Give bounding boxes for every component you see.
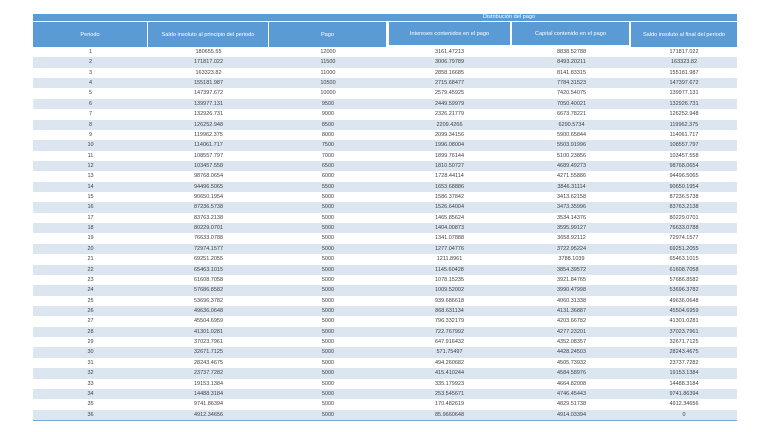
- table-row: [33, 327, 737, 337]
- table-cell: 5503.91996: [556, 142, 587, 149]
- table-cell: 5000: [321, 214, 335, 221]
- table-cell: 29: [87, 339, 94, 346]
- table-cell: 37023.7961: [669, 328, 699, 335]
- table-cell: 4060.31338: [556, 297, 587, 304]
- table-cell: 9000: [321, 111, 335, 118]
- table-cell: 1526.64004: [434, 204, 465, 211]
- table-cell: 3846.31114: [557, 183, 586, 190]
- table-cell: 2099.34156: [434, 131, 465, 138]
- table-cell: 3788.1039: [558, 256, 585, 263]
- table-cell: 5: [88, 90, 93, 97]
- table-row: [33, 254, 737, 264]
- table-row: [33, 130, 737, 140]
- table-cell: 5100.23856: [556, 152, 587, 159]
- table-cell: 4664.82008: [556, 380, 587, 387]
- table-cell: 868.631134: [435, 307, 464, 314]
- table-cell: 49636.0648: [669, 297, 699, 304]
- table-cell: 10: [87, 142, 94, 149]
- table-cell: 6000: [321, 173, 335, 180]
- table-cell: 24: [87, 287, 94, 294]
- table-cell: 8: [88, 121, 93, 128]
- table-cell: 3006.79789: [434, 59, 465, 66]
- table-cell: 114061.717: [194, 142, 223, 149]
- table-cell: 8838.52788: [556, 49, 587, 55]
- table-cell: 5000: [321, 307, 335, 314]
- table-cell: 35: [87, 401, 94, 408]
- table-cell: 2579.45925: [434, 90, 465, 97]
- table-cell: 6673.78221: [556, 111, 587, 118]
- table-cell: 5000: [321, 401, 335, 408]
- table-row: [33, 68, 737, 78]
- header-saldo-inicial: Saldo insoluto al principio del periodo: [148, 22, 269, 47]
- table-cell: 1341.07888: [434, 235, 465, 242]
- table-cell: 19: [87, 235, 94, 242]
- table-cell: 31: [87, 359, 94, 366]
- table-row: [33, 389, 737, 399]
- table-cell: 1653.68886: [434, 183, 465, 190]
- table-cell: 1145.60428: [435, 266, 464, 273]
- table-cell: 33: [87, 380, 94, 387]
- table-cell: 119962.375: [194, 131, 223, 138]
- table-cell: 23737.7282: [193, 370, 224, 377]
- table-row: [33, 88, 737, 98]
- table-cell: 14488.3184: [193, 390, 224, 397]
- table-cell: 27: [87, 318, 94, 325]
- table-cell: 4505.73932: [556, 359, 587, 366]
- table-cell: 2858.16685: [434, 69, 465, 76]
- table-cell: 5000: [321, 370, 335, 377]
- table-cell: 3921.84765: [556, 276, 587, 283]
- table-cell: 163323.82: [671, 59, 697, 66]
- table-cell: 76633.0788: [669, 225, 699, 232]
- table-cell: 11000: [320, 69, 336, 76]
- table-cell: 20: [87, 245, 94, 252]
- table-cell: 5000: [321, 245, 335, 252]
- table-cell: 1277.04776: [434, 245, 465, 252]
- table-header: [33, 14, 737, 47]
- table-cell: 4689.49273: [556, 162, 587, 169]
- table-cell: 9500: [321, 100, 335, 107]
- table-cell: 171817.022: [669, 49, 699, 55]
- table-cell: 126252.948: [669, 111, 699, 118]
- table-cell: 3595.99127: [556, 225, 587, 232]
- table-cell: 45504.6959: [193, 318, 224, 325]
- table-cell: 7: [88, 111, 93, 118]
- table-cell: 3161.47213: [434, 49, 465, 55]
- table-cell: 28243.4675: [669, 349, 699, 356]
- table-cell: 18: [87, 225, 94, 232]
- table-cell: 3473.35996: [556, 204, 587, 211]
- table-cell: 1996.08004: [434, 142, 465, 149]
- table-cell: 939.686618: [434, 297, 465, 304]
- table-row: [33, 285, 737, 295]
- table-cell: 61608.7058: [193, 276, 224, 283]
- table-cell: 171817.022: [193, 59, 224, 66]
- table-cell: 3: [88, 69, 93, 76]
- table-row: [33, 368, 737, 378]
- table-cell: 9741.86394: [193, 401, 224, 408]
- table-cell: 7050.40021: [556, 100, 587, 107]
- table-row: [33, 182, 737, 192]
- table-cell: 4271.55886: [556, 173, 587, 180]
- table-cell: 494.260682: [434, 359, 465, 366]
- table-cell: 5000: [321, 411, 335, 418]
- table-cell: 415.410244: [434, 370, 465, 377]
- table-cell: 170.482619: [434, 401, 465, 408]
- table-cell: 5000: [321, 359, 335, 366]
- table-cell: 26: [87, 307, 94, 314]
- table-cell: 103457.558: [669, 152, 699, 159]
- table-cell: 108557.797: [669, 142, 699, 149]
- table-row: [33, 47, 737, 57]
- table-cell: 32671.7125: [193, 349, 224, 356]
- table-cell: 37023.7961: [193, 339, 224, 346]
- table-cell: 8493.20211: [557, 59, 586, 66]
- table-cell: 5000: [321, 276, 335, 283]
- table-cell: 57686.8582: [193, 287, 224, 294]
- table-cell: 41301.0281: [669, 318, 699, 325]
- table-cell: 36: [87, 411, 94, 418]
- table-cell: 72974.1577: [193, 245, 224, 252]
- table-cell: 8141.83315: [556, 69, 587, 76]
- table-cell: 14488.3184: [669, 380, 699, 387]
- table-cell: 22: [87, 266, 94, 273]
- table-row: [33, 151, 737, 161]
- table-row: [33, 57, 737, 67]
- table-cell: 3722.95224: [556, 245, 587, 252]
- table-cell: 6500: [321, 162, 335, 169]
- table-cell: 65463.1015: [669, 256, 699, 263]
- table-cell: 155181.987: [669, 69, 699, 76]
- table-cell: 7500: [321, 142, 335, 149]
- table-cell: 180655.55: [195, 49, 222, 55]
- table-cell: 1078.15235: [434, 276, 465, 283]
- table-row: [33, 223, 737, 233]
- table-row: [33, 316, 737, 326]
- table-cell: 12000: [320, 49, 336, 55]
- table-cell: 83763.2138: [193, 214, 224, 221]
- table-row: [33, 244, 737, 254]
- table-cell: 4131.36887: [556, 307, 587, 314]
- table-cell: 155181.987: [193, 80, 224, 87]
- table-row: [33, 171, 737, 181]
- table-cell: 4203.66782: [556, 318, 587, 325]
- table-cell: 32671.7125: [669, 339, 699, 346]
- table-cell: 5500: [321, 183, 335, 190]
- table-cell: 80229.0701: [193, 225, 224, 232]
- table-row: [33, 120, 737, 130]
- table-cell: 53696.3782: [193, 297, 224, 304]
- table-cell: 32: [87, 370, 94, 377]
- table-row: [33, 410, 737, 420]
- table-cell: 9741.86394: [669, 390, 699, 397]
- table-cell: 85.9660648: [434, 411, 465, 418]
- header-distribucion-del-pago: Distribución del pago: [482, 14, 536, 20]
- table-cell: 3413.62158: [556, 194, 587, 201]
- table-cell: 253.545671: [434, 390, 465, 397]
- header-intereses: Intereses contenidos en el pago: [387, 22, 512, 47]
- table-row: [33, 306, 737, 316]
- table-row: [33, 265, 737, 275]
- table-row: [33, 213, 737, 223]
- table-row: [33, 379, 737, 389]
- table-cell: 16: [87, 204, 94, 211]
- table-cell: 8000: [321, 131, 335, 138]
- table-cell: 2449.59979: [434, 100, 465, 107]
- table-cell: 4912.34656: [669, 401, 699, 408]
- table-cell: 9: [88, 131, 93, 138]
- table-row: [33, 358, 737, 368]
- table-cell: 8500: [321, 121, 335, 128]
- table-cell: 5000: [321, 297, 335, 304]
- table-row: [33, 161, 737, 171]
- table-cell: 98768.0654: [669, 162, 699, 169]
- table-cell: 10000: [320, 90, 336, 97]
- table-cell: 103457.558: [193, 162, 224, 169]
- table-cell: 4584.58976: [556, 370, 587, 377]
- table-cell: 2: [88, 59, 93, 66]
- table-cell: 147397.672: [193, 90, 224, 97]
- table-cell: 4912.34656: [193, 411, 224, 418]
- table-cell: 69251.2055: [669, 245, 699, 252]
- table-cell: 45504.6959: [669, 307, 699, 314]
- table-cell: 57686.8582: [669, 276, 699, 283]
- table-cell: 5000: [321, 287, 335, 294]
- table-row: [33, 99, 737, 109]
- table-cell: 10500: [320, 80, 336, 87]
- table-cell: 4914.03394: [556, 411, 587, 418]
- table-cell: 11: [87, 152, 94, 159]
- table-cell: 65463.1015: [193, 266, 224, 273]
- table-cell: 163323.82: [195, 69, 222, 76]
- table-cell: 7420.54075: [556, 90, 587, 97]
- table-cell: 25: [87, 297, 94, 304]
- table-cell: 11500: [320, 59, 336, 66]
- table-cell: 4428.24503: [556, 349, 587, 356]
- table-cell: 23737.7282: [669, 359, 699, 366]
- table-cell: 3854.39572: [556, 266, 587, 273]
- table-row: [33, 78, 737, 88]
- table-cell: 1728.44114: [435, 173, 464, 180]
- table-cell: 5000: [321, 349, 335, 356]
- table-cell: 3658.92112: [557, 235, 586, 242]
- table-cell: 5000: [321, 235, 335, 242]
- table-cell: 3990.47998: [556, 287, 587, 294]
- table-cell: 98768.0654: [193, 173, 224, 180]
- table-cell: 108557.797: [193, 152, 224, 159]
- table-cell: 5000: [321, 194, 335, 201]
- table-cell: 94496.5065: [193, 183, 224, 190]
- table-cell: 796.332179: [434, 318, 465, 325]
- table-cell: 119962.375: [669, 121, 699, 128]
- table-cell: 72974.1577: [669, 235, 699, 242]
- table-cell: 87236.5738: [193, 204, 224, 211]
- table-row: [33, 296, 737, 306]
- table-cell: 5000: [321, 328, 335, 335]
- table-cell: 61608.7058: [669, 266, 699, 273]
- table-cell: 132926.731: [193, 111, 224, 118]
- table-cell: 335.179923: [434, 380, 465, 387]
- table-cell: 80229.0701: [669, 214, 699, 221]
- table-cell: 4: [88, 80, 93, 87]
- table-cell: 15: [87, 194, 94, 201]
- table-cell: 94496.5065: [669, 173, 699, 180]
- table-cell: 2326.21779: [434, 111, 465, 118]
- table-cell: 5900.65844: [556, 131, 587, 138]
- table-row: [33, 399, 737, 409]
- table-cell: 6290.5734: [558, 121, 585, 128]
- table-cell: 53696.3782: [669, 287, 699, 294]
- table-cell: 126252.948: [193, 121, 224, 128]
- table-cell: 4352.08357: [556, 339, 587, 346]
- table-cell: 147397.672: [669, 80, 699, 87]
- table-cell: 17: [87, 214, 94, 221]
- table-cell: 21: [87, 256, 94, 263]
- table-cell: 14: [87, 183, 94, 190]
- table-cell: 5000: [321, 266, 335, 273]
- table-cell: 1899.76144: [434, 152, 465, 159]
- table-row: [33, 192, 737, 202]
- table-cell: 7000: [321, 152, 335, 159]
- table-cell: 49636.0648: [193, 307, 224, 314]
- table-cell: 3534.14376: [556, 214, 587, 221]
- header-periodo: Periodo: [33, 22, 148, 47]
- table-cell: 19153.1384: [669, 370, 699, 377]
- table-cell: 23: [87, 276, 94, 283]
- table-cell: 30: [87, 349, 94, 356]
- table-cell: 28: [87, 328, 94, 335]
- table-cell: 114061.717: [669, 131, 699, 138]
- table-cell: 5000: [321, 204, 335, 211]
- table-cell: 13: [87, 173, 94, 180]
- table-cell: 1404.00873: [434, 225, 465, 232]
- table-cell: 132926.731: [669, 100, 699, 107]
- table-cell: 0: [682, 411, 686, 418]
- header-columns-row: [33, 22, 737, 47]
- table-cell: 722.767992: [434, 328, 465, 335]
- table-cell: 139977.131: [669, 90, 699, 97]
- table-row: [33, 109, 737, 119]
- table-cell: 34: [87, 390, 94, 397]
- table-row: [33, 140, 737, 150]
- table-row: [33, 233, 737, 243]
- table-cell: 1810.50727: [434, 162, 465, 169]
- header-capital: Capital contenido en el pago: [512, 22, 631, 47]
- table-cell: 1009.52002: [434, 287, 465, 294]
- table-cell: 76633.0788: [193, 235, 224, 242]
- table-cell: 83763.2138: [669, 204, 699, 211]
- table-cell: 5000: [321, 380, 335, 387]
- table-cell: 28243.4675: [193, 359, 224, 366]
- header-group-row: [33, 14, 737, 22]
- table-cell: 1465.85624: [434, 214, 465, 221]
- table-cell: 4746.45443: [556, 390, 587, 397]
- table-cell: 41301.0281: [193, 328, 224, 335]
- table-cell: 6: [88, 100, 93, 107]
- table-cell: 90650.1954: [193, 194, 224, 201]
- table-cell: 571.75497: [436, 349, 463, 356]
- table-cell: 4277.23201: [556, 328, 587, 335]
- table-cell: 5000: [321, 256, 335, 263]
- table-cell: 1211.8961: [436, 256, 463, 263]
- table-cell: 4829.51738: [556, 401, 587, 408]
- table-row: [33, 347, 737, 357]
- table-cell: 12: [87, 162, 94, 169]
- table-cell: 647.916432: [434, 339, 465, 346]
- table-cell: 7784.31523: [556, 80, 587, 87]
- table-cell: 2209.4266: [436, 121, 463, 128]
- table-row: [33, 337, 737, 347]
- table-cell: 87236.5738: [669, 194, 699, 201]
- table-row: [33, 202, 737, 212]
- table-cell: 5000: [321, 390, 335, 397]
- table-cell: 19153.1384: [193, 380, 224, 387]
- header-saldo-final: Saldo insoluto al final del periodo: [642, 31, 726, 38]
- table-cell: 139977.131: [193, 100, 224, 107]
- table-cell: 5000: [321, 225, 335, 232]
- table-body: [33, 47, 737, 421]
- amortization-table: [33, 14, 737, 421]
- header-pago: Pago: [269, 22, 387, 47]
- table-cell: 1586.37842: [434, 194, 465, 201]
- table-cell: 1: [88, 49, 93, 55]
- table-cell: 5000: [321, 318, 335, 325]
- table-row: [33, 275, 737, 285]
- table-cell: 5000: [321, 339, 335, 346]
- table-cell: 69251.2055: [193, 256, 224, 263]
- table-cell: 2715.68477: [434, 80, 465, 87]
- table-cell: 90650.1954: [669, 183, 699, 190]
